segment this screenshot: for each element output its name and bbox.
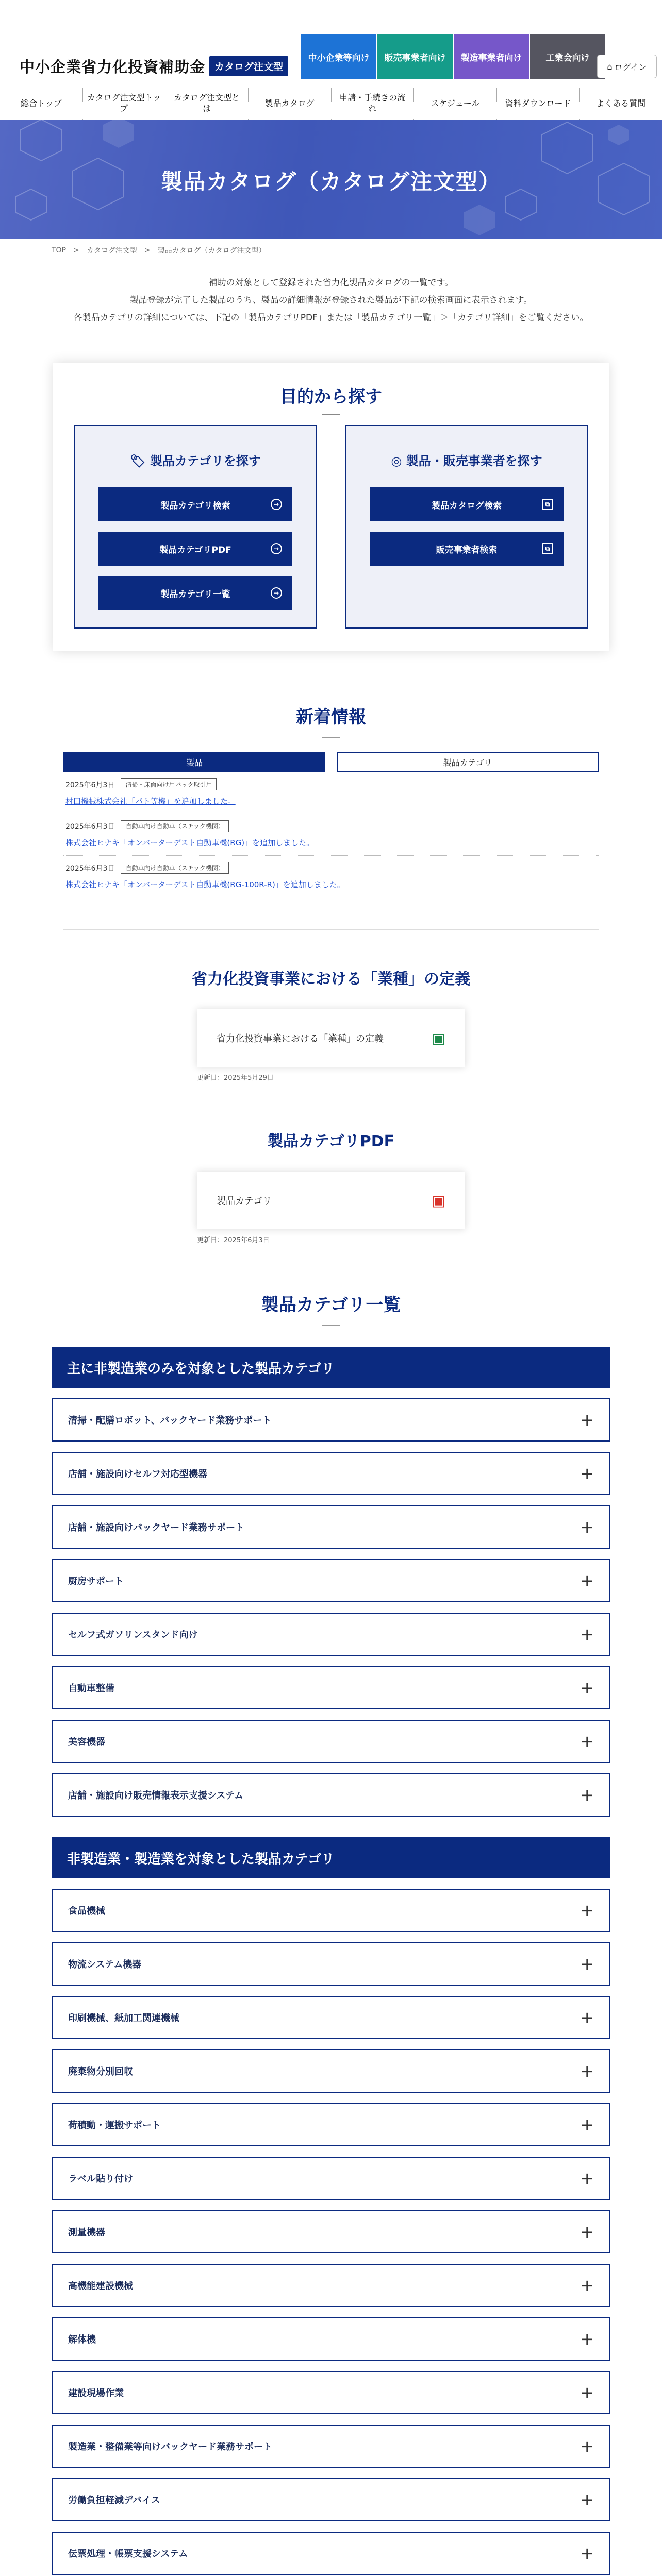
industry-doc-link[interactable] — [197, 1009, 465, 1067]
tab-products[interactable]: 製品 — [63, 752, 325, 772]
category-label: 測量機器 — [68, 2227, 105, 2238]
category-label: 解体機 — [68, 2334, 96, 2345]
plus-icon: + — [580, 1464, 594, 1483]
category-search-title: 製品カテゴリを探す — [150, 454, 261, 468]
category-pdf-updated: 更新日：2025年6月3日 — [197, 1236, 270, 1244]
breadcrumb-top[interactable]: TOP — [52, 246, 67, 255]
arrow-circle-icon: → — [271, 587, 282, 599]
category-label: 荷積動・運搬サポート — [68, 2120, 161, 2131]
login-button[interactable] — [597, 55, 657, 78]
news-tag: 自動車向け自動車（スチック機関） — [121, 820, 228, 832]
arrow-circle-icon: → — [271, 543, 282, 554]
button-label: 製品カタログ検索 — [432, 500, 502, 511]
product-search-button[interactable] — [370, 487, 564, 521]
industry-definition-section — [0, 966, 662, 1082]
page-title: 製品カタログ（カタログ注文型） — [160, 169, 501, 194]
news-list[interactable] — [63, 772, 599, 930]
plus-icon: + — [580, 2436, 594, 2456]
hero-banner — [0, 120, 662, 239]
category-label: 店舗・施設向けセルフ対応型機器 — [68, 1469, 207, 1480]
category-label: 高機能建設機械 — [68, 2281, 133, 2292]
plus-icon: + — [580, 2168, 594, 2188]
button-label: 販売事業者検索 — [436, 545, 498, 555]
category-label: 美容機器 — [68, 1737, 105, 1748]
category-accordion[interactable] — [52, 2478, 610, 2521]
purpose-search-section — [53, 363, 609, 651]
button-label: 製品カテゴリ一覧 — [160, 589, 230, 600]
user-tab[interactable]: 販売事業者向け — [377, 34, 453, 79]
category-label: 厨房サポート — [68, 1576, 124, 1587]
nav-item[interactable]: 資料ダウンロード — [497, 88, 580, 120]
industry-updated: 更新日：2025年5月29日 — [197, 1074, 274, 1082]
news-tag: 清掃・床面向け用バック取引用 — [121, 778, 217, 790]
category-label: ラベル貼り付け — [68, 2174, 133, 2184]
purpose-title: 目的から探す — [280, 386, 382, 406]
category-search-button[interactable] — [98, 532, 292, 566]
category-group-heading: 非製造業・製造業を対象とした製品カテゴリ — [52, 1837, 610, 1878]
product-search-button[interactable] — [370, 532, 564, 566]
category-accordion[interactable] — [52, 1773, 610, 1817]
news-date: 2025年6月3日 — [65, 781, 115, 789]
plus-icon: + — [580, 2329, 594, 2349]
category-accordion[interactable] — [52, 2049, 610, 2093]
global-nav — [0, 88, 662, 120]
category-pdf-title: 製品カテゴリPDF — [267, 1132, 395, 1150]
category-label: 印刷機械、紙加工関連機械 — [68, 2013, 179, 2024]
category-list-title: 製品カテゴリ一覧 — [261, 1295, 401, 1315]
plus-icon: + — [580, 1571, 594, 1590]
plus-icon: + — [580, 1785, 594, 1805]
news-date: 2025年6月3日 — [65, 864, 115, 873]
user-tab[interactable]: 製造事業者向け — [454, 34, 529, 79]
nav-item[interactable]: よくある質問 — [596, 98, 646, 108]
category-accordion[interactable] — [52, 1889, 610, 1932]
category-accordion[interactable] — [52, 1505, 610, 1549]
category-accordion[interactable] — [52, 1613, 610, 1656]
category-accordion[interactable] — [52, 1996, 610, 2039]
category-label: 伝票処理・帳票支援システム — [68, 2549, 188, 2560]
category-label: 店舗・施設向けバックヤード業務サポート — [68, 1522, 244, 1533]
category-accordion[interactable] — [52, 2103, 610, 2146]
category-accordion[interactable] — [52, 2317, 610, 2361]
plus-icon: + — [580, 2222, 594, 2242]
category-label: セルフ式ガソリンスタンド向け — [68, 1630, 198, 1640]
category-accordion[interactable] — [52, 1559, 610, 1602]
category-accordion[interactable] — [52, 2532, 610, 2575]
nav-item[interactable]: スケジュール — [414, 88, 497, 120]
category-search-button[interactable] — [98, 576, 292, 610]
intro-line: 各製品カテゴリの詳細については、下記の「製品カテゴリPDF」または「製品カテゴリ一覧」＞「カテゴリ詳細」をご覧ください。 — [73, 313, 589, 323]
industry-doc-label: 省力化投資事業における「業種」の定義 — [217, 1033, 384, 1044]
product-search-title: 製品・販売事業者を探す — [406, 454, 542, 468]
excel-file-icon: ▣ — [432, 1029, 445, 1047]
news-tag: 自動車向け自動車（スチック機関） — [121, 862, 228, 874]
category-accordion[interactable] — [52, 1720, 610, 1763]
category-pdf-link[interactable] — [197, 1172, 465, 1229]
robot-icon: ◎ — [391, 454, 402, 468]
nav-item[interactable]: 製品カタログ — [249, 88, 332, 120]
intro-line: 製品登録が完了した製品のうち、製品の詳細情報が登録された製品が下記の検索画面に表示されます。 — [129, 295, 533, 306]
category-label: 自動車整備 — [68, 1683, 114, 1694]
nav-item[interactable]: 総合トップ — [0, 88, 83, 120]
plus-icon: + — [580, 2008, 594, 2027]
category-accordion[interactable] — [52, 2264, 610, 2307]
external-link-icon: ⧉ — [542, 543, 553, 554]
category-list-section — [0, 1291, 662, 2576]
nav-item[interactable]: カタログ注文型とは — [166, 88, 249, 120]
category-pdf-section — [0, 1128, 662, 1244]
breadcrumb: TOP > カタログ注文型 > 製品カタログ（カタログ注文型） — [52, 246, 266, 255]
category-accordion[interactable] — [52, 2371, 610, 2414]
pdf-file-icon: ▣ — [432, 1192, 445, 1209]
user-tab[interactable]: 中小企業等向け — [301, 34, 376, 79]
tag-icon: 🏷 — [130, 454, 146, 468]
breadcrumb-current: 製品カタログ（カタログ注文型） — [157, 247, 266, 255]
category-search-button[interactable] — [98, 487, 292, 521]
site-header — [0, 0, 662, 120]
plus-icon: + — [580, 1954, 594, 1974]
category-label: 食品機械 — [68, 1906, 105, 1917]
news-link[interactable]: 村田機械株式会社「パト等機」を追加しました。 — [65, 796, 236, 806]
nav-item[interactable]: カタログ注文型トップ — [83, 88, 166, 120]
plus-icon: + — [580, 1624, 594, 1644]
plus-icon: + — [580, 2276, 594, 2295]
catalog-badge: カタログ注文型 — [209, 56, 288, 76]
breadcrumb-catalog[interactable]: カタログ注文型 — [86, 247, 137, 255]
site-title: 中小企業省力化投資補助金 — [20, 58, 206, 76]
site-logo[interactable] — [20, 56, 288, 77]
plus-icon: + — [580, 2115, 594, 2134]
category-pdf-label: 製品カテゴリ — [217, 1196, 272, 1207]
arrow-circle-icon: → — [271, 499, 282, 510]
button-label: 製品カテゴリ検索 — [160, 500, 230, 511]
category-label: 店舗・施設向け販売情報表示支援システム — [68, 1790, 244, 1801]
login-label: ログイン — [614, 62, 647, 72]
plus-icon: + — [580, 2061, 594, 2081]
news-meta — [65, 778, 597, 790]
category-accordion[interactable] — [52, 1398, 610, 1442]
category-accordion[interactable] — [52, 2157, 610, 2200]
plus-icon: + — [580, 2490, 594, 2510]
plus-icon: + — [580, 1517, 594, 1537]
plus-icon: + — [580, 1732, 594, 1751]
category-label: 廃棄物分別回収 — [68, 2066, 133, 2077]
news-item — [63, 814, 599, 856]
nav-item[interactable]: 申請・手続きの流れ — [332, 88, 415, 120]
plus-icon: + — [580, 2383, 594, 2402]
category-accordion[interactable] — [52, 1452, 610, 1495]
plus-icon: + — [580, 1678, 594, 1698]
home-icon: ⌂ — [607, 61, 613, 72]
category-accordion[interactable] — [52, 1666, 610, 1709]
news-link[interactable]: 株式会社ヒナキ「オンバーターデスト自動車機(RG)」を追加しました。 — [65, 838, 315, 848]
news-meta — [65, 862, 597, 874]
news-title: 新着情報 — [296, 707, 366, 727]
news-link[interactable]: 株式会社ヒナキ「オンバーターデスト自動車機(RG-100R-R)」を追加しました。 — [65, 880, 345, 889]
category-search-box — [74, 425, 317, 629]
intro-line: 補助の対象として登録された省力化製品カタログの一覧です。 — [208, 278, 454, 288]
category-label: 労働負担軽減デバイス — [68, 2495, 160, 2506]
product-search-box — [345, 425, 588, 629]
category-label: 製造業・整備業等向けバックヤード業務サポート — [68, 2442, 272, 2452]
category-label: 建設現場作業 — [68, 2388, 124, 2399]
plus-icon: + — [580, 1901, 594, 1920]
news-section — [0, 703, 662, 930]
category-accordion[interactable] — [52, 1942, 610, 1986]
industry-title: 省力化投資事業における「業種」の定義 — [192, 970, 470, 988]
category-label: 清掃・配膳ロボット、バックヤード業務サポート — [68, 1415, 272, 1426]
news-meta — [65, 820, 597, 832]
category-accordion[interactable] — [52, 2210, 610, 2253]
button-label: 製品カテゴリPDF — [159, 545, 231, 555]
plus-icon: + — [580, 1410, 594, 1430]
category-accordion[interactable] — [52, 2425, 610, 2468]
news-date: 2025年6月3日 — [65, 822, 115, 831]
intro-text — [0, 274, 662, 327]
news-item — [63, 856, 599, 897]
external-link-icon: ⧉ — [542, 499, 553, 510]
news-item — [63, 772, 599, 814]
category-group-heading: 主に非製造業のみを対象とした製品カテゴリ — [52, 1347, 610, 1388]
user-tab[interactable]: 工業会向け — [530, 34, 605, 79]
category-label: 物流システム機器 — [68, 1959, 142, 1970]
plus-icon: + — [580, 2544, 594, 2563]
tab-product-categories[interactable]: 製品カテゴリ — [337, 752, 599, 772]
